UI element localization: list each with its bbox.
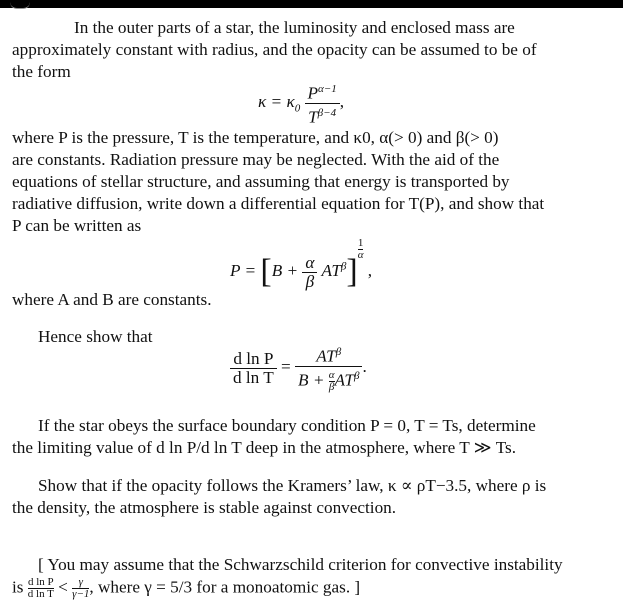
right-bracket: ] bbox=[346, 253, 358, 291]
para1-line2: approximately constant with radius, and the opacity can be assumed to be of bbox=[12, 40, 537, 59]
P-exp-beta: β bbox=[340, 260, 347, 273]
kappa-sub: 0 bbox=[294, 102, 301, 115]
dlog-den-exp: β bbox=[353, 369, 360, 382]
note-dlog-fraction bbox=[28, 577, 54, 600]
P-alpha: α bbox=[302, 254, 317, 273]
note-lt: < bbox=[58, 577, 68, 597]
note-is: is bbox=[12, 577, 24, 597]
dlog-num-right: AT bbox=[316, 346, 336, 366]
note-f1-num: d ln P bbox=[27, 576, 54, 588]
note-rest: , where γ = 5/3 for a monoatomic gas. ] bbox=[89, 577, 361, 597]
dlog-equals: = bbox=[281, 356, 291, 376]
kappa-fraction bbox=[305, 80, 340, 126]
note-f2-num: γ bbox=[72, 577, 89, 589]
para2-line2: are constants. Radiation pressure may be neglected. With the aid of the bbox=[12, 150, 500, 169]
note-line2 bbox=[12, 577, 360, 600]
para5-line2: the limiting value of d ln P/d ln T deep in the atmosphere, where T ≫ Ts. bbox=[12, 438, 517, 457]
P-outer-exponent bbox=[358, 238, 364, 261]
kappa-den: T bbox=[308, 107, 318, 127]
equation-kappa bbox=[258, 80, 344, 126]
P-lhs: P = bbox=[230, 261, 257, 280]
para6-line2: the density, the atmosphere is stable against convection. bbox=[12, 498, 397, 517]
para2-line5: P can be written as bbox=[12, 216, 142, 235]
dlog-den-beta: β bbox=[328, 381, 335, 394]
kappa-den-exp: β−4 bbox=[317, 106, 337, 119]
note-line1: [ You may assume that the Schwarzschild criterion for convective instability bbox=[38, 555, 563, 574]
P-outer-den: α bbox=[357, 249, 364, 261]
para1-line3: the form bbox=[12, 62, 71, 81]
dlog-den-AT: AT bbox=[334, 370, 354, 390]
para1-line1: In the outer parts of a star, the luminosity and enclosed mass are bbox=[74, 18, 515, 37]
dlog-period: . bbox=[362, 356, 367, 376]
left-bracket: [ bbox=[260, 253, 272, 291]
equation-P bbox=[230, 238, 372, 291]
note-f2-den: γ−1 bbox=[72, 588, 90, 600]
top-dark-bar bbox=[0, 0, 623, 8]
P-B: B + bbox=[271, 261, 299, 280]
dlog-den-left: d ln T bbox=[233, 367, 274, 387]
para3: where A and B are constants. bbox=[12, 290, 212, 309]
kappa-comma: , bbox=[339, 92, 344, 112]
para2-line4: radiative diffusion, write down a differential equation for T(P), and show that bbox=[12, 194, 545, 213]
equation-dlog bbox=[230, 343, 367, 393]
note-f1-den: d ln T bbox=[27, 588, 54, 600]
dlog-right-fraction bbox=[295, 343, 362, 393]
dlog-den-B: B + bbox=[298, 370, 325, 390]
para2-line1: where P is the pressure, T is the temperature, and κ0, α(> 0) and β(> 0) bbox=[12, 128, 499, 147]
P-AT: AT bbox=[321, 261, 341, 280]
para4: Hence show that bbox=[38, 327, 153, 346]
para2-line3: equations of stellar structure, and assuming that energy is transported by bbox=[12, 172, 510, 191]
kappa-num: P bbox=[307, 83, 318, 103]
dlog-num-exp: β bbox=[335, 346, 342, 358]
P-comma: , bbox=[367, 261, 373, 280]
P-outer-num: 1 bbox=[357, 237, 364, 249]
dlog-left-fraction bbox=[230, 350, 277, 387]
kappa-num-exp: α−1 bbox=[318, 83, 337, 95]
para6-line1: Show that if the opacity follows the Kramers’ law, κ ∝ ρT−3.5, where ρ is bbox=[38, 476, 547, 495]
P-beta: β bbox=[305, 271, 315, 291]
kappa-lhs: κ = κ bbox=[258, 92, 295, 112]
dlog-num-left: d ln P bbox=[230, 350, 277, 369]
para5-line1: If the star obeys the surface boundary condition P = 0, T = Ts, determine bbox=[38, 416, 536, 435]
P-alpha-beta-fraction bbox=[302, 254, 317, 291]
dlog-den-alpha: α bbox=[328, 369, 335, 382]
note-gamma-fraction bbox=[72, 577, 89, 600]
